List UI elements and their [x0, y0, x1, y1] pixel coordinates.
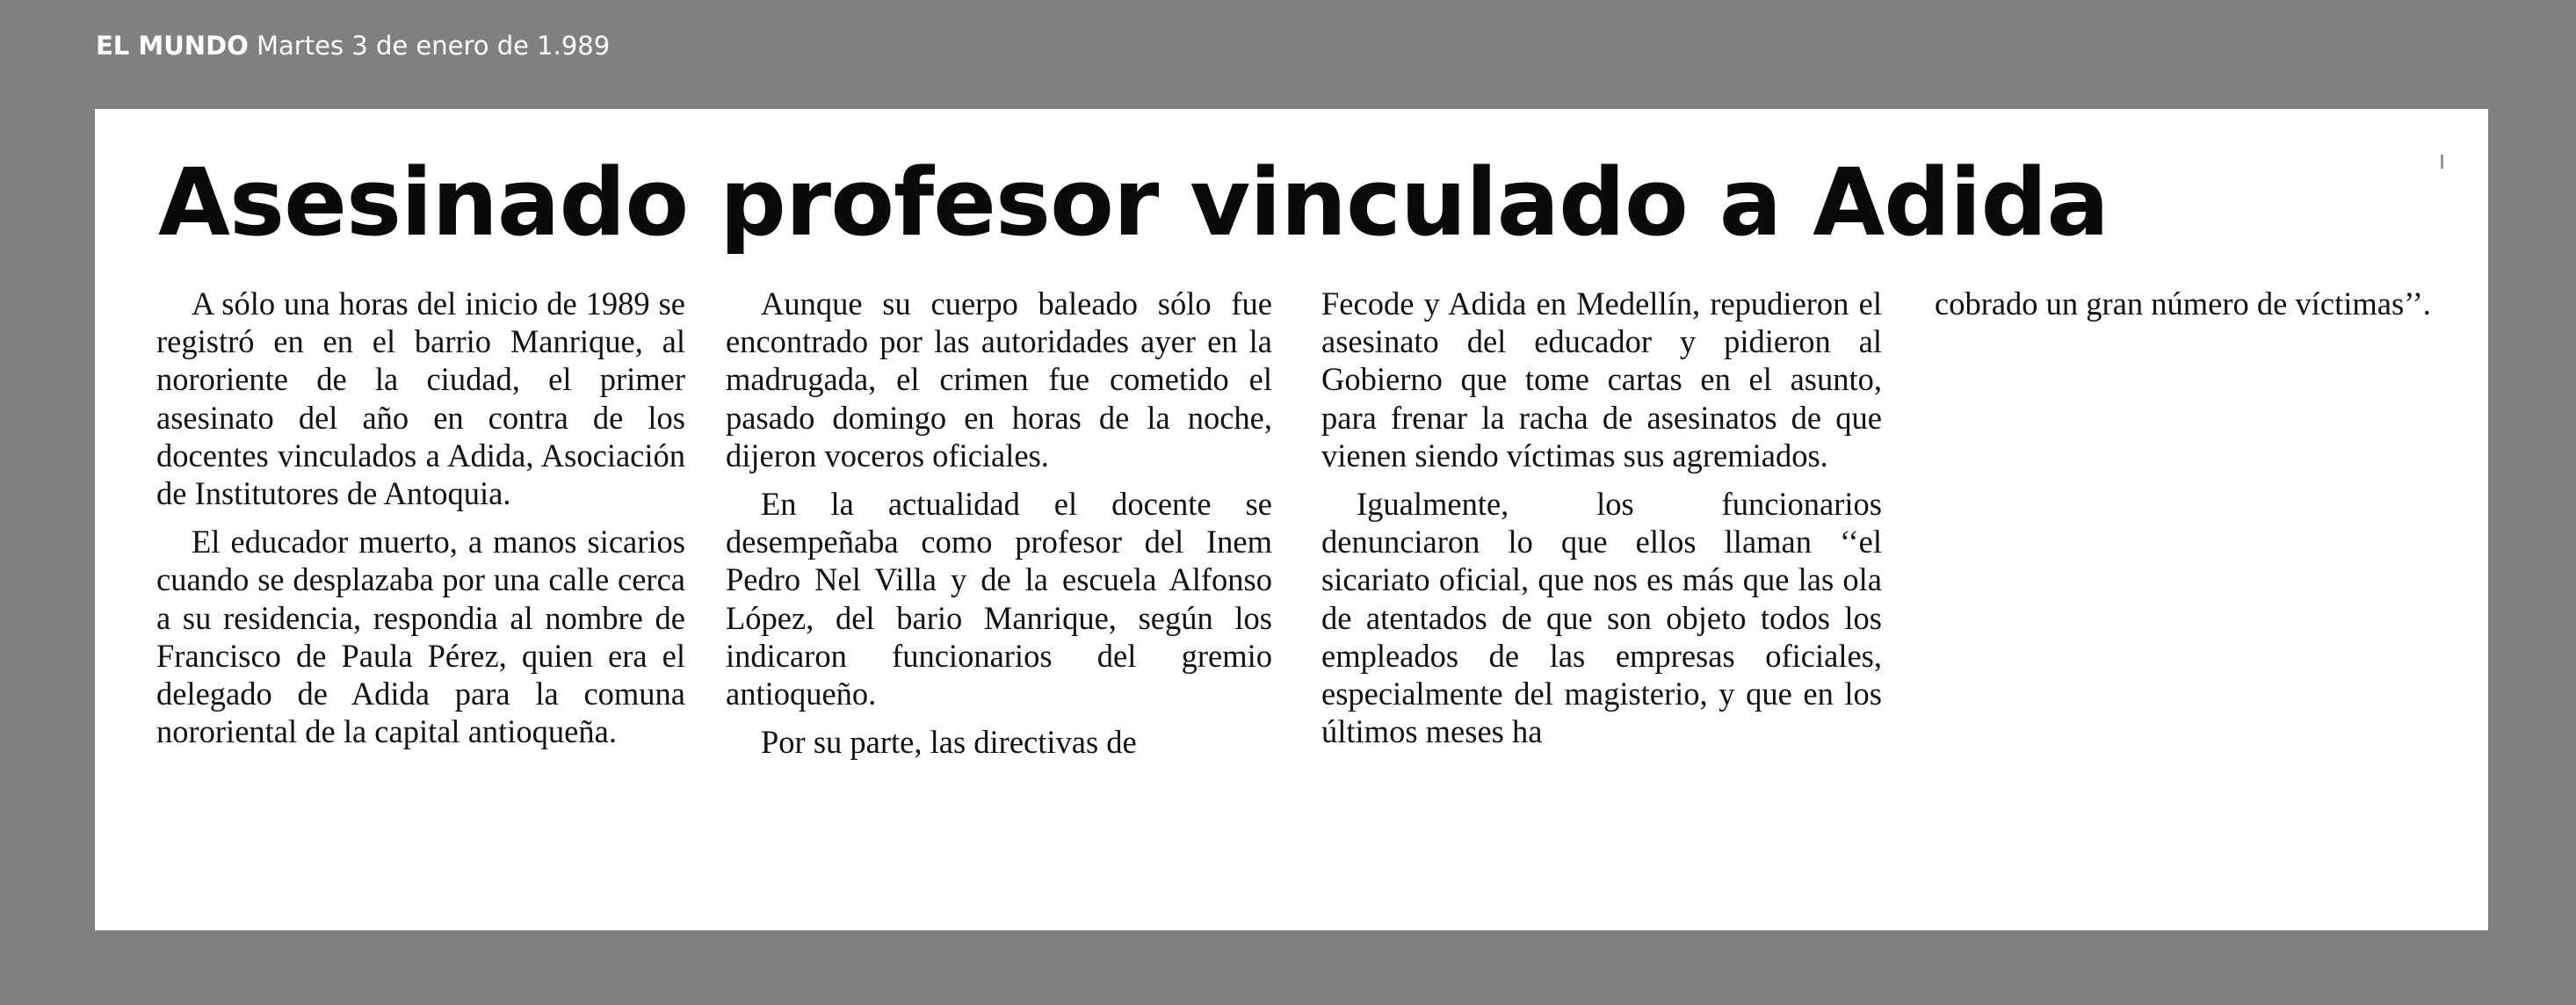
article-paragraph: A sólo una horas del inicio de 1989 se registró en en el barrio Manrique, al nororiente de la ciudad, el primer asesinato del año en contra de los docentes vinculados a Adida, Asociación de Institutores de Antoquia. — [156, 286, 685, 512]
article-column-3 — [1321, 285, 1882, 750]
article-column-4 — [1935, 285, 2444, 322]
article-headline: Asesinado profesor vinculado a Adida — [158, 148, 2109, 257]
article-paragraph: cobrado un gran número de víctimas’’. — [1935, 286, 2431, 322]
publication-date: Martes 3 de enero de 1.989 — [257, 31, 611, 61]
newspaper-clipping — [95, 109, 2488, 930]
article-paragraph: En la actualidad el docente se desempeñaba como profesor del Inem Pedro Nel Villa y de la escuela Alfonso López, del bario Manrique, según los indicaron funcionarios del gremio antioqueño. — [726, 486, 1272, 712]
article-column-2 — [726, 285, 1272, 761]
article-paragraph: Aunque su cuerpo baleado sólo fue encontrado por las autoridades ayer en la madrugada, el crimen fue cometido el pasado domingo en horas de la noche, dijeron voceros oficiales. — [726, 286, 1272, 474]
article-paragraph: Fecode y Adida en Medellín, repudieron el asesinato del educador y pidieron al Gobierno que tome cartas en el asunto, para frenar la racha de asesinatos de que vienen siendo víctimas sus agremiados. — [1321, 286, 1882, 474]
scan-edge-mark — [2441, 155, 2443, 169]
article-column-1 — [156, 285, 685, 750]
article-paragraph: Igualmente, los funcionarios denunciaron lo que ellos llaman ‘‘el sicariato oficial, que nos es más que las ola de atentados de que son objeto todos los empleados de las empresas oficiales, especialmente del magisterio, y que en los últimos meses ha — [1321, 486, 1882, 750]
clipping-caption — [96, 28, 610, 63]
article-paragraph: El educador muerto, a manos sicarios cuando se desplazaba por una calle cerca a su residencia, respondia al nombre de Francisco de Paula Pérez, quien era el delegado de Adida para la comuna nororiental de la capital antioqueña. — [156, 524, 685, 750]
newspaper-name: EL MUNDO — [96, 31, 249, 61]
article-paragraph: Por su parte, las directivas de — [761, 724, 1137, 761]
